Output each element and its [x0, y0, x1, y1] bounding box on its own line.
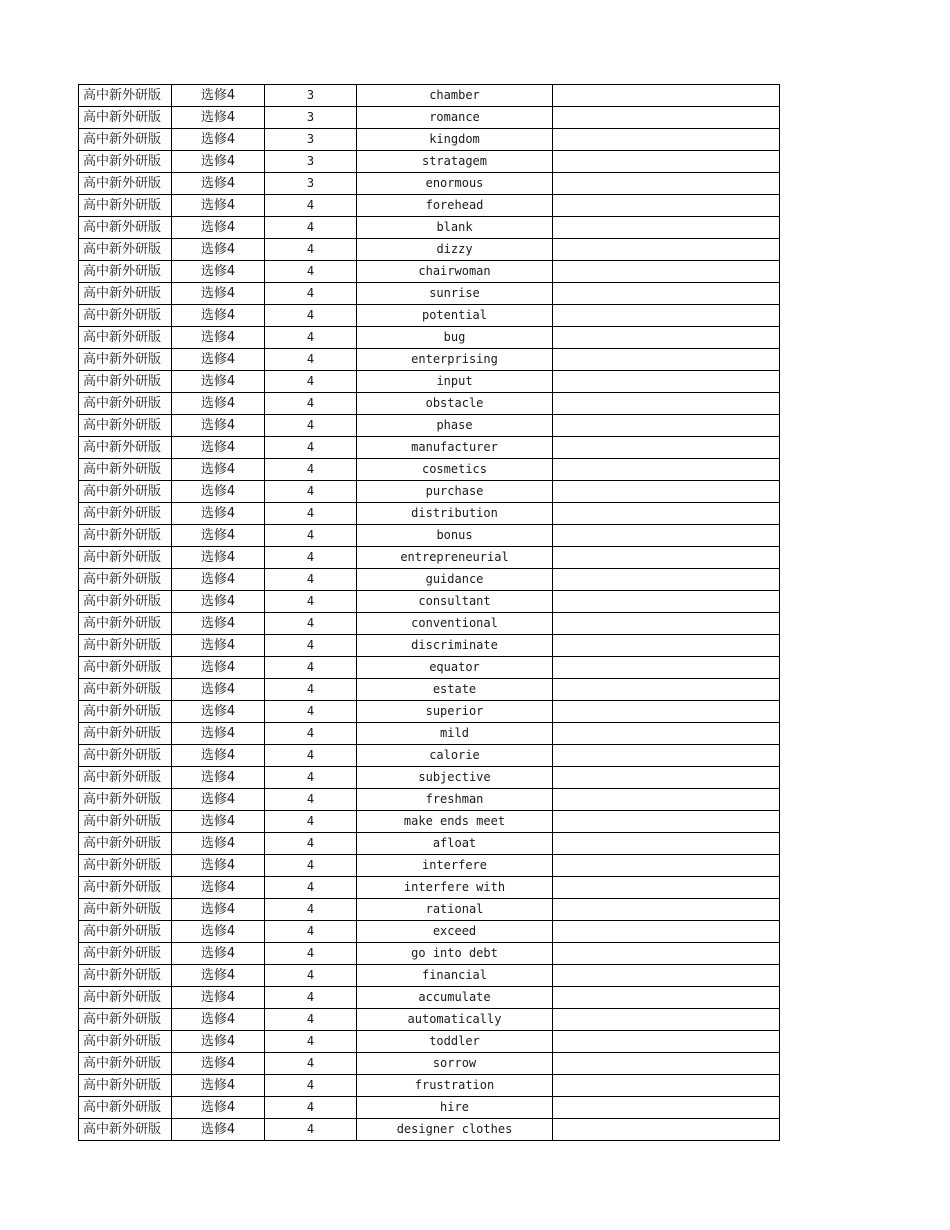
note-cell	[553, 481, 780, 503]
textbook-cell: 高中新外研版	[79, 789, 172, 811]
textbook-cell: 高中新外研版	[79, 855, 172, 877]
volume-cell: 选修4	[172, 569, 265, 591]
textbook-cell: 高中新外研版	[79, 1053, 172, 1075]
note-cell	[553, 987, 780, 1009]
volume-cell: 选修4	[172, 437, 265, 459]
table-row	[79, 613, 780, 635]
note-cell	[553, 855, 780, 877]
textbook-cell: 高中新外研版	[79, 657, 172, 679]
table-row	[79, 151, 780, 173]
word-cell: blank	[357, 217, 553, 239]
table-row	[79, 723, 780, 745]
note-cell	[553, 899, 780, 921]
unit-cell: 4	[265, 613, 357, 635]
note-cell	[553, 921, 780, 943]
word-cell: subjective	[357, 767, 553, 789]
table-row	[79, 371, 780, 393]
note-cell	[553, 459, 780, 481]
word-cell: hire	[357, 1097, 553, 1119]
vocabulary-sheet	[78, 84, 780, 1141]
note-cell	[553, 371, 780, 393]
table-row	[79, 1119, 780, 1141]
textbook-cell: 高中新外研版	[79, 305, 172, 327]
volume-cell: 选修4	[172, 1009, 265, 1031]
table-row	[79, 349, 780, 371]
textbook-cell: 高中新外研版	[79, 745, 172, 767]
textbook-cell: 高中新外研版	[79, 591, 172, 613]
unit-cell: 3	[265, 85, 357, 107]
unit-cell: 4	[265, 1075, 357, 1097]
unit-cell: 4	[265, 899, 357, 921]
volume-cell: 选修4	[172, 1119, 265, 1141]
word-cell: phase	[357, 415, 553, 437]
vocabulary-table	[78, 84, 780, 1141]
volume-cell: 选修4	[172, 327, 265, 349]
word-cell: chamber	[357, 85, 553, 107]
textbook-cell: 高中新外研版	[79, 635, 172, 657]
volume-cell: 选修4	[172, 1053, 265, 1075]
volume-cell: 选修4	[172, 217, 265, 239]
table-row	[79, 217, 780, 239]
table-row	[79, 789, 780, 811]
word-cell: superior	[357, 701, 553, 723]
note-cell	[553, 393, 780, 415]
volume-cell: 选修4	[172, 261, 265, 283]
textbook-cell: 高中新外研版	[79, 943, 172, 965]
table-row	[79, 1075, 780, 1097]
unit-cell: 4	[265, 239, 357, 261]
volume-cell: 选修4	[172, 613, 265, 635]
textbook-cell: 高中新外研版	[79, 85, 172, 107]
unit-cell: 3	[265, 129, 357, 151]
word-cell: bonus	[357, 525, 553, 547]
word-cell: entrepreneurial	[357, 547, 553, 569]
word-cell: discriminate	[357, 635, 553, 657]
table-row	[79, 547, 780, 569]
volume-cell: 选修4	[172, 767, 265, 789]
volume-cell: 选修4	[172, 503, 265, 525]
volume-cell: 选修4	[172, 833, 265, 855]
volume-cell: 选修4	[172, 591, 265, 613]
table-row	[79, 283, 780, 305]
word-cell: calorie	[357, 745, 553, 767]
textbook-cell: 高中新外研版	[79, 547, 172, 569]
volume-cell: 选修4	[172, 283, 265, 305]
unit-cell: 4	[265, 195, 357, 217]
unit-cell: 4	[265, 1119, 357, 1141]
table-row	[79, 393, 780, 415]
volume-cell: 选修4	[172, 987, 265, 1009]
unit-cell: 4	[265, 723, 357, 745]
volume-cell: 选修4	[172, 1075, 265, 1097]
note-cell	[553, 195, 780, 217]
table-row	[79, 107, 780, 129]
volume-cell: 选修4	[172, 899, 265, 921]
table-row	[79, 701, 780, 723]
note-cell	[553, 965, 780, 987]
textbook-cell: 高中新外研版	[79, 459, 172, 481]
table-row	[79, 173, 780, 195]
word-cell: manufacturer	[357, 437, 553, 459]
vocabulary-table-body	[79, 85, 780, 1141]
volume-cell: 选修4	[172, 107, 265, 129]
word-cell: stratagem	[357, 151, 553, 173]
word-cell: mild	[357, 723, 553, 745]
unit-cell: 4	[265, 503, 357, 525]
unit-cell: 4	[265, 635, 357, 657]
volume-cell: 选修4	[172, 811, 265, 833]
table-row	[79, 1097, 780, 1119]
textbook-cell: 高中新外研版	[79, 415, 172, 437]
table-row	[79, 195, 780, 217]
note-cell	[553, 767, 780, 789]
textbook-cell: 高中新外研版	[79, 327, 172, 349]
note-cell	[553, 239, 780, 261]
unit-cell: 3	[265, 151, 357, 173]
word-cell: obstacle	[357, 393, 553, 415]
table-row	[79, 1009, 780, 1031]
textbook-cell: 高中新外研版	[79, 701, 172, 723]
note-cell	[553, 679, 780, 701]
word-cell: enterprising	[357, 349, 553, 371]
word-cell: enormous	[357, 173, 553, 195]
volume-cell: 选修4	[172, 789, 265, 811]
table-row	[79, 569, 780, 591]
note-cell	[553, 217, 780, 239]
textbook-cell: 高中新外研版	[79, 437, 172, 459]
unit-cell: 4	[265, 965, 357, 987]
textbook-cell: 高中新外研版	[79, 129, 172, 151]
table-row	[79, 591, 780, 613]
note-cell	[553, 437, 780, 459]
note-cell	[553, 547, 780, 569]
table-row	[79, 305, 780, 327]
unit-cell: 4	[265, 943, 357, 965]
word-cell: dizzy	[357, 239, 553, 261]
unit-cell: 4	[265, 591, 357, 613]
unit-cell: 4	[265, 833, 357, 855]
word-cell: guidance	[357, 569, 553, 591]
textbook-cell: 高中新外研版	[79, 195, 172, 217]
volume-cell: 选修4	[172, 393, 265, 415]
volume-cell: 选修4	[172, 129, 265, 151]
textbook-cell: 高中新外研版	[79, 1075, 172, 1097]
textbook-cell: 高中新外研版	[79, 481, 172, 503]
unit-cell: 3	[265, 173, 357, 195]
unit-cell: 4	[265, 679, 357, 701]
textbook-cell: 高中新外研版	[79, 899, 172, 921]
textbook-cell: 高中新外研版	[79, 921, 172, 943]
note-cell	[553, 789, 780, 811]
volume-cell: 选修4	[172, 151, 265, 173]
volume-cell: 选修4	[172, 745, 265, 767]
textbook-cell: 高中新外研版	[79, 767, 172, 789]
unit-cell: 4	[265, 415, 357, 437]
textbook-cell: 高中新外研版	[79, 349, 172, 371]
textbook-cell: 高中新外研版	[79, 1031, 172, 1053]
unit-cell: 4	[265, 811, 357, 833]
note-cell	[553, 877, 780, 899]
unit-cell: 4	[265, 283, 357, 305]
note-cell	[553, 151, 780, 173]
word-cell: cosmetics	[357, 459, 553, 481]
word-cell: toddler	[357, 1031, 553, 1053]
table-row	[79, 811, 780, 833]
volume-cell: 选修4	[172, 921, 265, 943]
word-cell: rational	[357, 899, 553, 921]
unit-cell: 4	[265, 1031, 357, 1053]
unit-cell: 4	[265, 371, 357, 393]
textbook-cell: 高中新外研版	[79, 1119, 172, 1141]
note-cell	[553, 349, 780, 371]
note-cell	[553, 1031, 780, 1053]
volume-cell: 选修4	[172, 305, 265, 327]
table-row	[79, 833, 780, 855]
table-row	[79, 943, 780, 965]
textbook-cell: 高中新外研版	[79, 723, 172, 745]
note-cell	[553, 723, 780, 745]
word-cell: sunrise	[357, 283, 553, 305]
note-cell	[553, 833, 780, 855]
unit-cell: 4	[265, 877, 357, 899]
textbook-cell: 高中新外研版	[79, 503, 172, 525]
volume-cell: 选修4	[172, 349, 265, 371]
unit-cell: 4	[265, 789, 357, 811]
volume-cell: 选修4	[172, 173, 265, 195]
textbook-cell: 高中新外研版	[79, 151, 172, 173]
unit-cell: 4	[265, 1009, 357, 1031]
unit-cell: 4	[265, 987, 357, 1009]
unit-cell: 4	[265, 481, 357, 503]
table-row	[79, 679, 780, 701]
unit-cell: 4	[265, 1097, 357, 1119]
word-cell: automatically	[357, 1009, 553, 1031]
word-cell: afloat	[357, 833, 553, 855]
word-cell: frustration	[357, 1075, 553, 1097]
unit-cell: 4	[265, 1053, 357, 1075]
textbook-cell: 高中新外研版	[79, 679, 172, 701]
word-cell: sorrow	[357, 1053, 553, 1075]
volume-cell: 选修4	[172, 657, 265, 679]
textbook-cell: 高中新外研版	[79, 393, 172, 415]
table-row	[79, 239, 780, 261]
note-cell	[553, 525, 780, 547]
textbook-cell: 高中新外研版	[79, 987, 172, 1009]
volume-cell: 选修4	[172, 1031, 265, 1053]
table-row	[79, 437, 780, 459]
table-row	[79, 85, 780, 107]
table-row	[79, 481, 780, 503]
table-row	[79, 921, 780, 943]
textbook-cell: 高中新外研版	[79, 217, 172, 239]
table-row	[79, 459, 780, 481]
word-cell: conventional	[357, 613, 553, 635]
unit-cell: 4	[265, 921, 357, 943]
word-cell: kingdom	[357, 129, 553, 151]
note-cell	[553, 613, 780, 635]
table-row	[79, 1053, 780, 1075]
word-cell: freshman	[357, 789, 553, 811]
word-cell: distribution	[357, 503, 553, 525]
volume-cell: 选修4	[172, 679, 265, 701]
note-cell	[553, 85, 780, 107]
note-cell	[553, 107, 780, 129]
table-row	[79, 261, 780, 283]
note-cell	[553, 283, 780, 305]
unit-cell: 4	[265, 393, 357, 415]
volume-cell: 选修4	[172, 481, 265, 503]
word-cell: estate	[357, 679, 553, 701]
volume-cell: 选修4	[172, 965, 265, 987]
note-cell	[553, 943, 780, 965]
unit-cell: 4	[265, 217, 357, 239]
unit-cell: 4	[265, 657, 357, 679]
volume-cell: 选修4	[172, 239, 265, 261]
table-row	[79, 745, 780, 767]
word-cell: chairwoman	[357, 261, 553, 283]
textbook-cell: 高中新外研版	[79, 965, 172, 987]
word-cell: forehead	[357, 195, 553, 217]
volume-cell: 选修4	[172, 547, 265, 569]
note-cell	[553, 129, 780, 151]
note-cell	[553, 701, 780, 723]
word-cell: interfere	[357, 855, 553, 877]
volume-cell: 选修4	[172, 195, 265, 217]
word-cell: interfere with	[357, 877, 553, 899]
volume-cell: 选修4	[172, 85, 265, 107]
volume-cell: 选修4	[172, 371, 265, 393]
word-cell: purchase	[357, 481, 553, 503]
note-cell	[553, 261, 780, 283]
textbook-cell: 高中新外研版	[79, 811, 172, 833]
word-cell: potential	[357, 305, 553, 327]
note-cell	[553, 657, 780, 679]
textbook-cell: 高中新外研版	[79, 1009, 172, 1031]
unit-cell: 4	[265, 437, 357, 459]
textbook-cell: 高中新外研版	[79, 1097, 172, 1119]
textbook-cell: 高中新外研版	[79, 613, 172, 635]
table-row	[79, 635, 780, 657]
note-cell	[553, 811, 780, 833]
textbook-cell: 高中新外研版	[79, 239, 172, 261]
volume-cell: 选修4	[172, 525, 265, 547]
note-cell	[553, 1009, 780, 1031]
textbook-cell: 高中新外研版	[79, 371, 172, 393]
table-row	[79, 877, 780, 899]
volume-cell: 选修4	[172, 855, 265, 877]
note-cell	[553, 305, 780, 327]
note-cell	[553, 1075, 780, 1097]
volume-cell: 选修4	[172, 877, 265, 899]
unit-cell: 4	[265, 327, 357, 349]
note-cell	[553, 569, 780, 591]
textbook-cell: 高中新外研版	[79, 261, 172, 283]
unit-cell: 4	[265, 525, 357, 547]
textbook-cell: 高中新外研版	[79, 833, 172, 855]
table-row	[79, 987, 780, 1009]
table-row	[79, 503, 780, 525]
volume-cell: 选修4	[172, 723, 265, 745]
note-cell	[553, 591, 780, 613]
word-cell: go into debt	[357, 943, 553, 965]
note-cell	[553, 173, 780, 195]
table-row	[79, 525, 780, 547]
unit-cell: 4	[265, 569, 357, 591]
note-cell	[553, 1053, 780, 1075]
table-row	[79, 965, 780, 987]
unit-cell: 4	[265, 547, 357, 569]
volume-cell: 选修4	[172, 459, 265, 481]
word-cell: accumulate	[357, 987, 553, 1009]
unit-cell: 4	[265, 767, 357, 789]
word-cell: bug	[357, 327, 553, 349]
table-row	[79, 767, 780, 789]
volume-cell: 选修4	[172, 701, 265, 723]
unit-cell: 4	[265, 349, 357, 371]
word-cell: financial	[357, 965, 553, 987]
table-row	[79, 899, 780, 921]
unit-cell: 4	[265, 305, 357, 327]
volume-cell: 选修4	[172, 635, 265, 657]
note-cell	[553, 745, 780, 767]
word-cell: exceed	[357, 921, 553, 943]
word-cell: equator	[357, 657, 553, 679]
textbook-cell: 高中新外研版	[79, 877, 172, 899]
volume-cell: 选修4	[172, 1097, 265, 1119]
unit-cell: 4	[265, 701, 357, 723]
table-row	[79, 129, 780, 151]
table-row	[79, 855, 780, 877]
unit-cell: 4	[265, 745, 357, 767]
table-row	[79, 1031, 780, 1053]
note-cell	[553, 635, 780, 657]
table-row	[79, 327, 780, 349]
note-cell	[553, 327, 780, 349]
note-cell	[553, 1097, 780, 1119]
textbook-cell: 高中新外研版	[79, 173, 172, 195]
word-cell: designer clothes	[357, 1119, 553, 1141]
unit-cell: 3	[265, 107, 357, 129]
unit-cell: 4	[265, 459, 357, 481]
textbook-cell: 高中新外研版	[79, 569, 172, 591]
volume-cell: 选修4	[172, 415, 265, 437]
unit-cell: 4	[265, 261, 357, 283]
note-cell	[553, 1119, 780, 1141]
textbook-cell: 高中新外研版	[79, 283, 172, 305]
table-row	[79, 657, 780, 679]
table-row	[79, 415, 780, 437]
word-cell: make ends meet	[357, 811, 553, 833]
note-cell	[553, 415, 780, 437]
word-cell: romance	[357, 107, 553, 129]
unit-cell: 4	[265, 855, 357, 877]
textbook-cell: 高中新外研版	[79, 525, 172, 547]
textbook-cell: 高中新外研版	[79, 107, 172, 129]
note-cell	[553, 503, 780, 525]
volume-cell: 选修4	[172, 943, 265, 965]
word-cell: consultant	[357, 591, 553, 613]
word-cell: input	[357, 371, 553, 393]
